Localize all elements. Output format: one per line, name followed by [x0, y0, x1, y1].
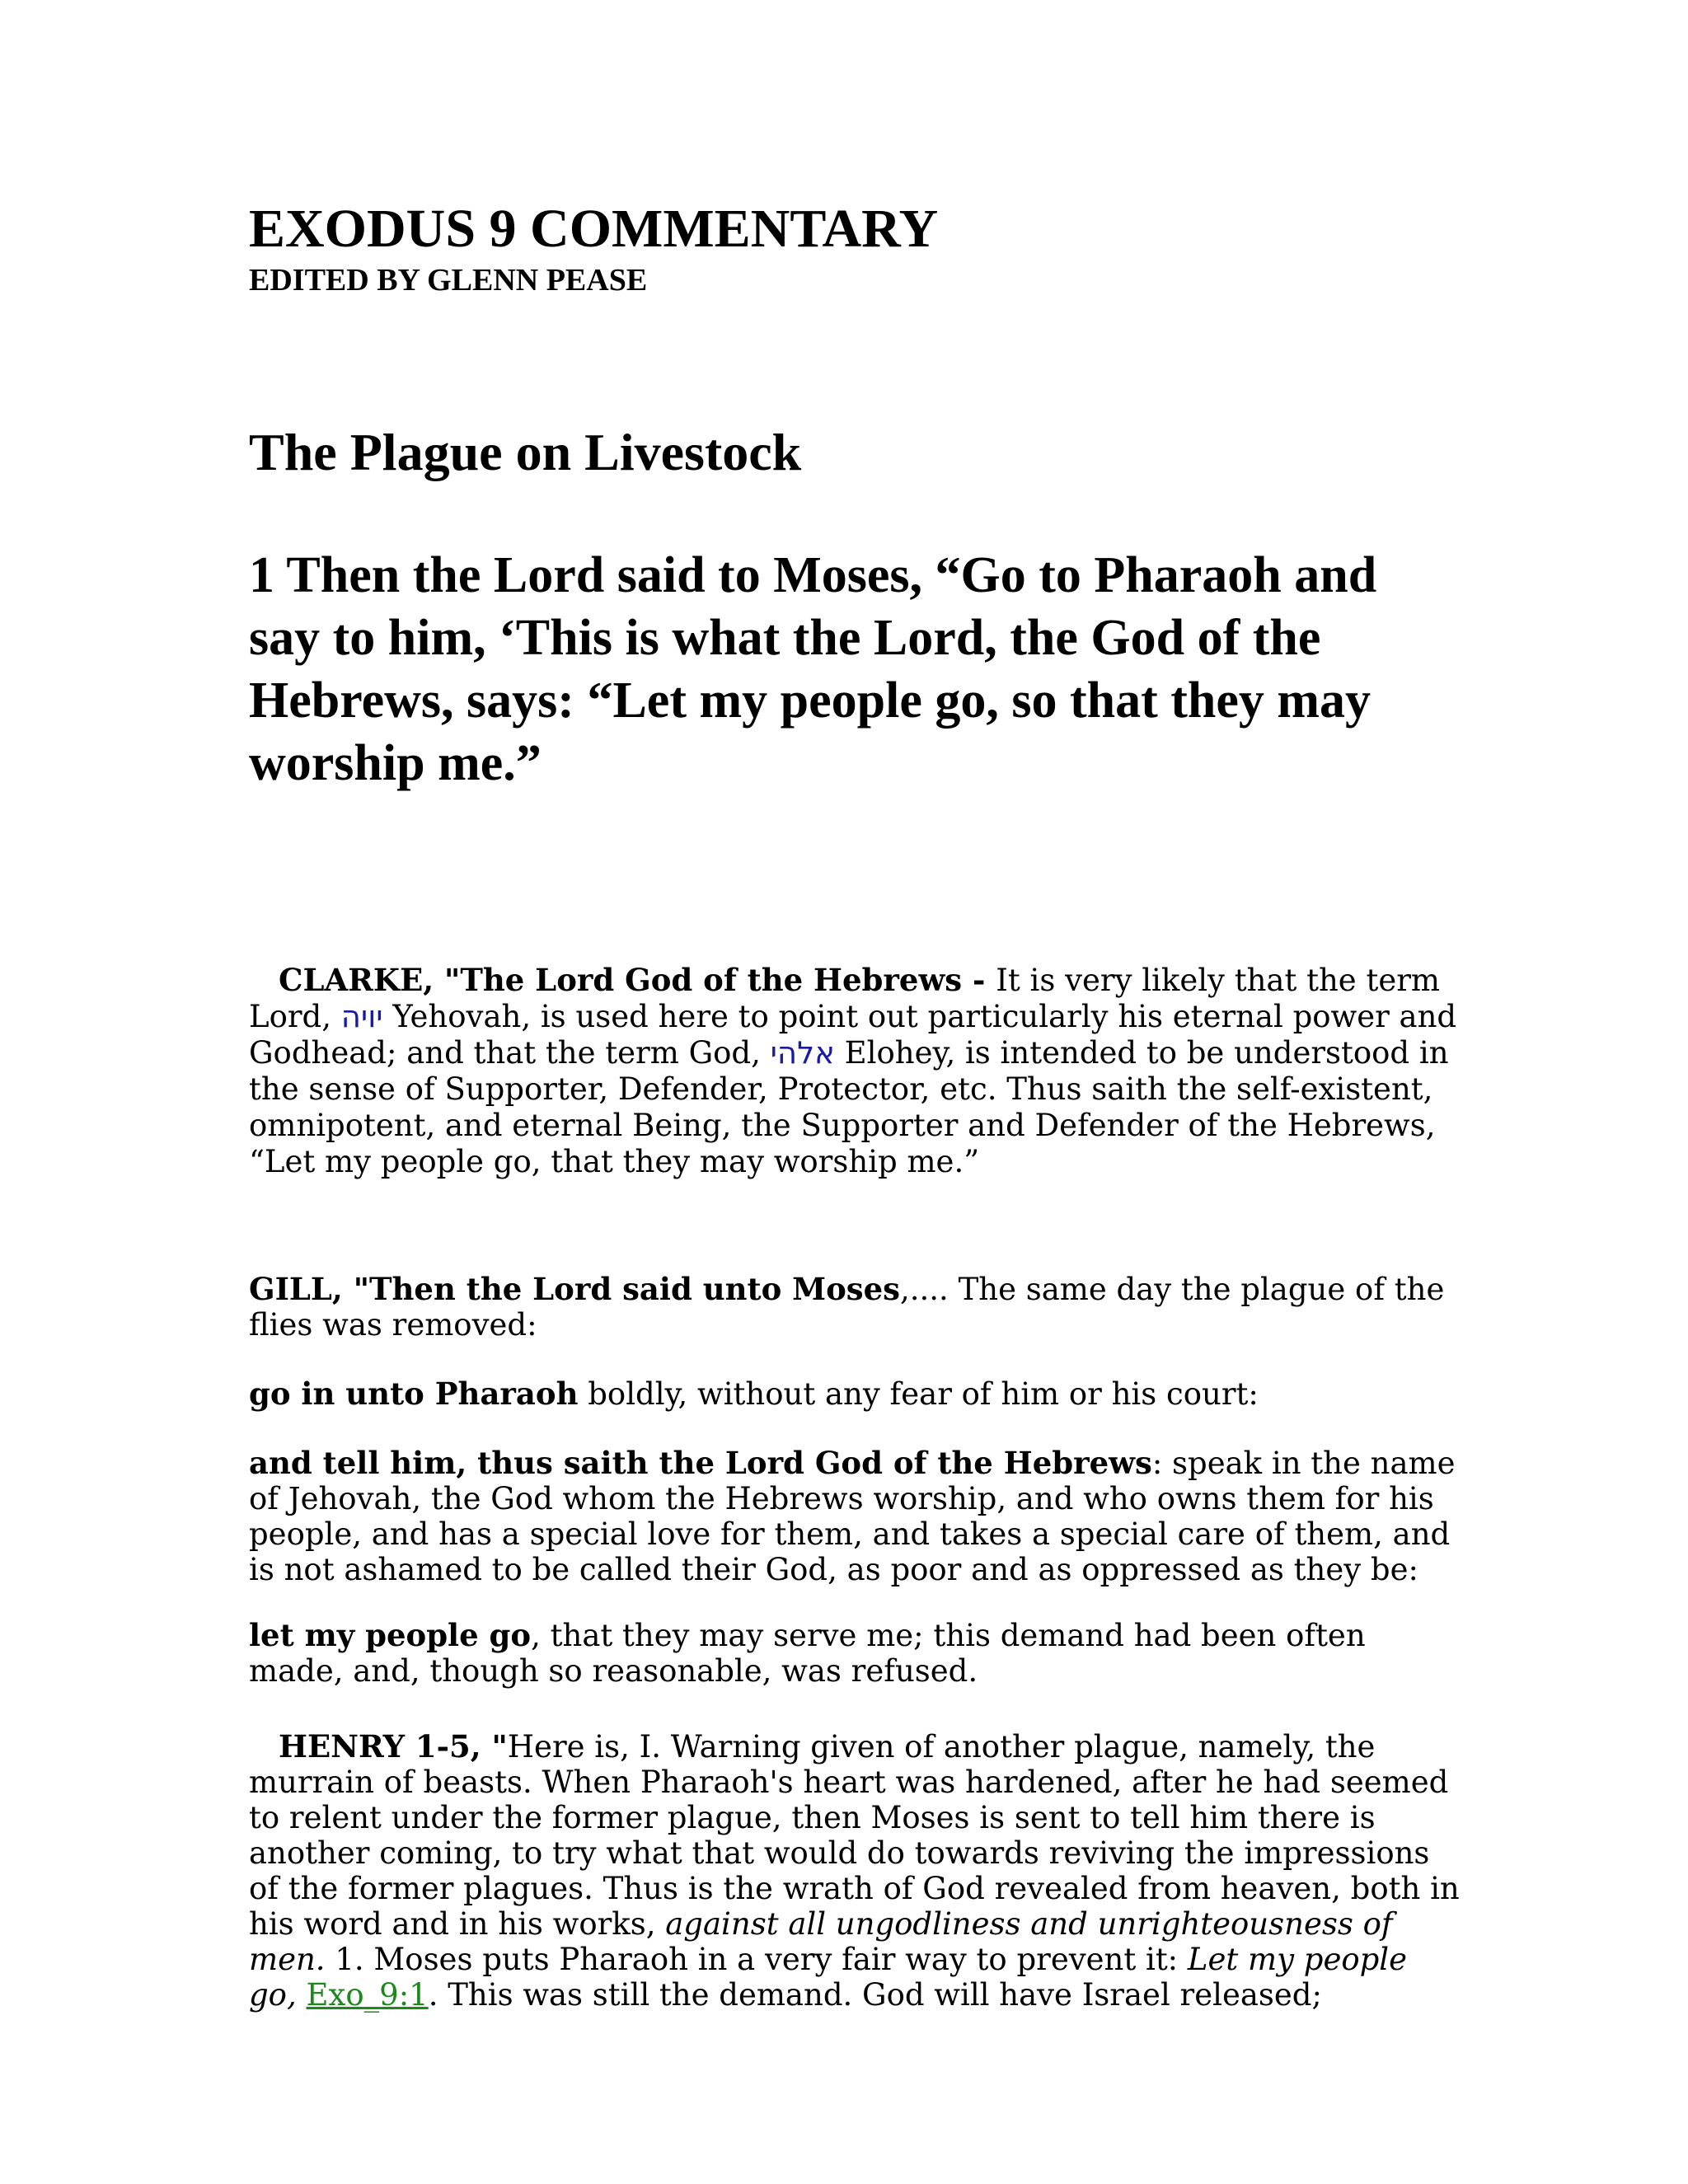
gill-text-4: , that they may serve me; this demand had been often made, and, though so reasonable, was refused. — [249, 1618, 1366, 1689]
clarke-paragraph — [249, 962, 1461, 1180]
gill-bold-2: go in unto Pharaoh — [249, 1376, 579, 1412]
clarke-label: CLARKE, "The Lord God of the Hebrews - — [279, 962, 996, 998]
henry-italic-1: against all ungodliness and unrighteousness of men. — [249, 1906, 1393, 1977]
verse-text: 1 Then the Lord said to Moses, “Go to Pharaoh and say to him, ‘This is what the Lord, the God of the Hebrews, says: “Let my people go, so that they may worship me.” — [249, 547, 1377, 791]
gill-label: GILL, "Then the Lord said unto Moses — [249, 1271, 900, 1307]
henry-text-3 — [297, 1977, 307, 2013]
henry-text-4: . This was still the demand. God will have Israel released; — [428, 1977, 1322, 2013]
hebrew-yehovah: יויה — [340, 999, 383, 1034]
henry-label: HENRY 1-5, " — [279, 1728, 508, 1765]
gill-text-2: boldly, without any fear of him or his court: — [578, 1376, 1259, 1412]
gill-paragraph-1 — [249, 1272, 1461, 1343]
gill-text-3: : speak in the name of Jehovah, the God whom the Hebrews worship, and who owns them for his people, and has a special love for them, and takes a special care of them, and is not ashamed to be called their God, as poor and as oppressed as they be: — [249, 1446, 1456, 1587]
hebrew-elohey: אלהי — [770, 1035, 835, 1071]
gill-text-1: ,.... The same day the plague of the flies was removed: — [249, 1272, 1445, 1343]
henry-text-2: 1. Moses puts Pharaoh in a very fair way to prevent it: — [325, 1942, 1188, 1977]
henry-text-1: Here is, I. Warning given of another plague, namely, the murrain of beasts. When Pharaoh's heart was hardened, after he had seemed to relent under the former plague, then Moses is sent to tell him there is another coming, to try what that would do towards reviving the impressions of the former plagues. Thus is the wrath of God revealed from heaven, both in his word and in his works, — [249, 1729, 1460, 1942]
clarke-text-3: Elohey, is intended to be understood in the sense of Supporter, Defender, Protector, etc. Thus saith the self-existent, omnipotent, and eternal Being, the Supporter and Defender of the Hebrews, “Let my people go, that they may worship me.” — [249, 1035, 1449, 1179]
clarke-text-1: It is very likely that the term Lord, — [249, 963, 1440, 1034]
clarke-text-2: Yehovah, is used here to point out particularly his eternal power and Godhead; and that the term God, — [249, 999, 1457, 1071]
gill-bold-4: let my people go — [249, 1617, 532, 1653]
henry-paragraph — [249, 1729, 1461, 2013]
gill-paragraph-3 — [249, 1446, 1461, 1587]
document-title: EXODUS 9 COMMENTARY — [249, 199, 939, 259]
henry-italic-2: Let my people go, — [249, 1942, 1408, 2013]
document-editor: EDITED BY GLENN PEASE — [249, 263, 648, 298]
scripture-link-exo-9-1[interactable]: Exo_9:1 — [306, 1977, 429, 2013]
gill-paragraph-4 — [249, 1618, 1461, 1689]
gill-bold-3: and tell him, thus saith the Lord God of the Hebrews — [249, 1445, 1152, 1481]
gill-paragraph-2 — [249, 1376, 1461, 1412]
section-heading: The Plague on Livestock — [249, 423, 802, 481]
